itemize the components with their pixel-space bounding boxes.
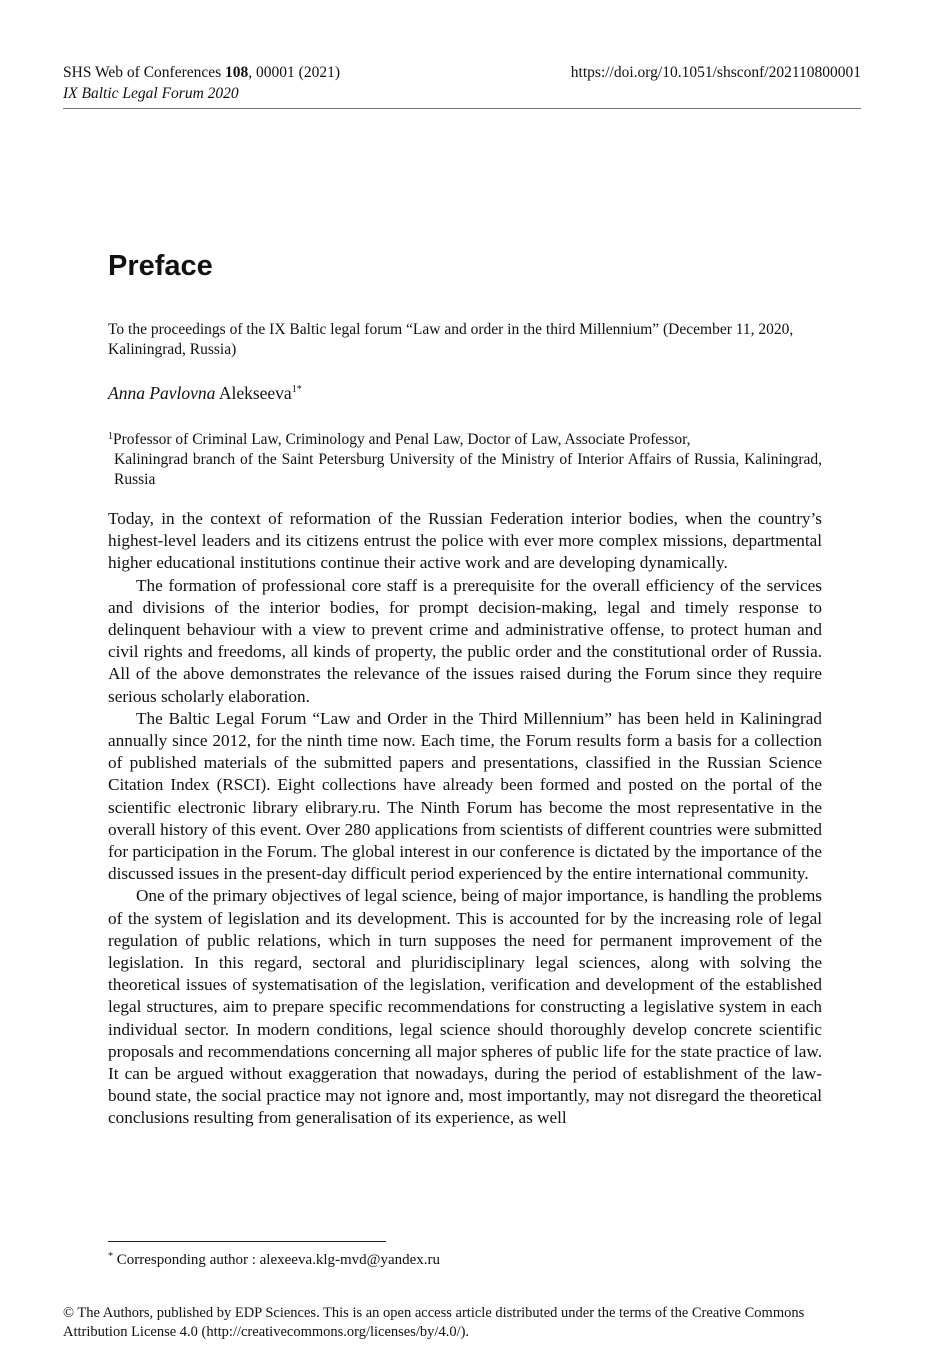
- author-surname: Alekseeva: [215, 383, 292, 403]
- paragraph: The Baltic Legal Forum “Law and Order in the Third Millennium” has been held in Kaliningrad annually since 2012, for the ninth time now. Each time, the Forum results form a basis for a collection of published materials of the submitted papers and presentations, classified in the Russian Science Citation Index (RSCI). Eight collections have already been formed and posted on the portal of the scientific electronic library elibrary.ru. The Ninth Forum has become the most representative in the overall history of this event. Over 280 applications from scientists of different countries were submitted for participation in the Forum. The global interest in our conference is dictated by the importance of the discussed issues in the present-day difficult period experienced by the entire international community.: [108, 708, 822, 884]
- body-text: [108, 508, 822, 1130]
- header-divider: [63, 108, 861, 109]
- footnote-text: Corresponding author : alexeeva.klg-mvd@yandex.ru: [113, 1252, 441, 1268]
- affiliation-rest: Kaliningrad branch of the Saint Petersburg University of the Ministry of Interior Affairs of Russia, Kaliningrad, Russia: [114, 451, 822, 488]
- subtitle: To the proceedings of the IX Baltic legal forum “Law and order in the third Millennium” (December 11, 2020, Kaliningrad, Russia): [108, 321, 794, 358]
- footnote-mark: *: [108, 1251, 113, 1262]
- author-marks: 1*: [291, 384, 302, 395]
- paragraph: One of the primary objectives of legal science, being of major importance, is handling the problems of the system of legislation and its development. This is accounted for by the increasing role of legal regulation of public relations, which in turn supposes the need for permanent improvement of the legislation. In this regard, sectoral and pluridisciplinary legal sciences, along with solving the theoretical issues of systematisation of the legislation, verification and development of the established legal structures, aim to prepare specific recommendations for constructing a legislative system in each individual sector. In modern conditions, legal science should thoroughly develop concrete scientific proposals and recommendations concerning all major spheres of public life for the state practice of law. It can be argued without exaggeration that nowadays, during the period of establishment of the law-bound state, the social practice may not ignore and, most importantly, may not disregard the theoretical conclusions resulting from generalisation of its experience, as well: [108, 886, 822, 1128]
- affiliation: [108, 427, 822, 490]
- footnote: [108, 1251, 440, 1269]
- license-notice: © The Authors, published by EDP Sciences. This is an open access article distributed under the terms of the Creative Commons Attribution License 4.0 (http://creativecommons.org/licenses/by/4.0/).: [63, 1305, 805, 1340]
- conference-name: IX Baltic Legal Forum 2020: [63, 85, 239, 102]
- paragraph: The formation of professional core staff is a prerequisite for the overall efficiency of the services and divisions of the interior bodies, for prompt decision-making, legal and timely response to delinquent behaviour with a view to prevent crime and administrative offense, to protect human and civil rights and freedoms, all kinds of property, the public order and the constitutional order of Russia. All of the above demonstrates the relevance of the issues raised during the Forum since they require serious scholarly elaboration.: [108, 575, 822, 706]
- author-line: [108, 383, 302, 404]
- paragraph: Today, in the context of reformation of the Russian Federation interior bodies, when the country’s highest-level leaders and its citizens entrust the police with ever more complex missions, departmental higher educational institutions continue their active work and are developing dynamically.: [108, 509, 822, 573]
- running-header: [63, 62, 861, 104]
- doi-link[interactable]: https://doi.org/10.1051/shsconf/202110800001: [570, 64, 861, 81]
- journal-citation: SHS Web of Conferences 108, 00001 (2021): [63, 64, 340, 81]
- footnote-divider: [108, 1241, 386, 1242]
- author-given-names: Anna Pavlovna: [108, 383, 216, 403]
- affiliation-line1: Professor of Criminal Law, Criminology and Penal Law, Doctor of Law, Associate Professor,: [113, 431, 691, 448]
- journal-volume: 108: [225, 64, 249, 81]
- page-title: Preface: [108, 250, 213, 282]
- affiliation-mark: 1: [108, 431, 113, 442]
